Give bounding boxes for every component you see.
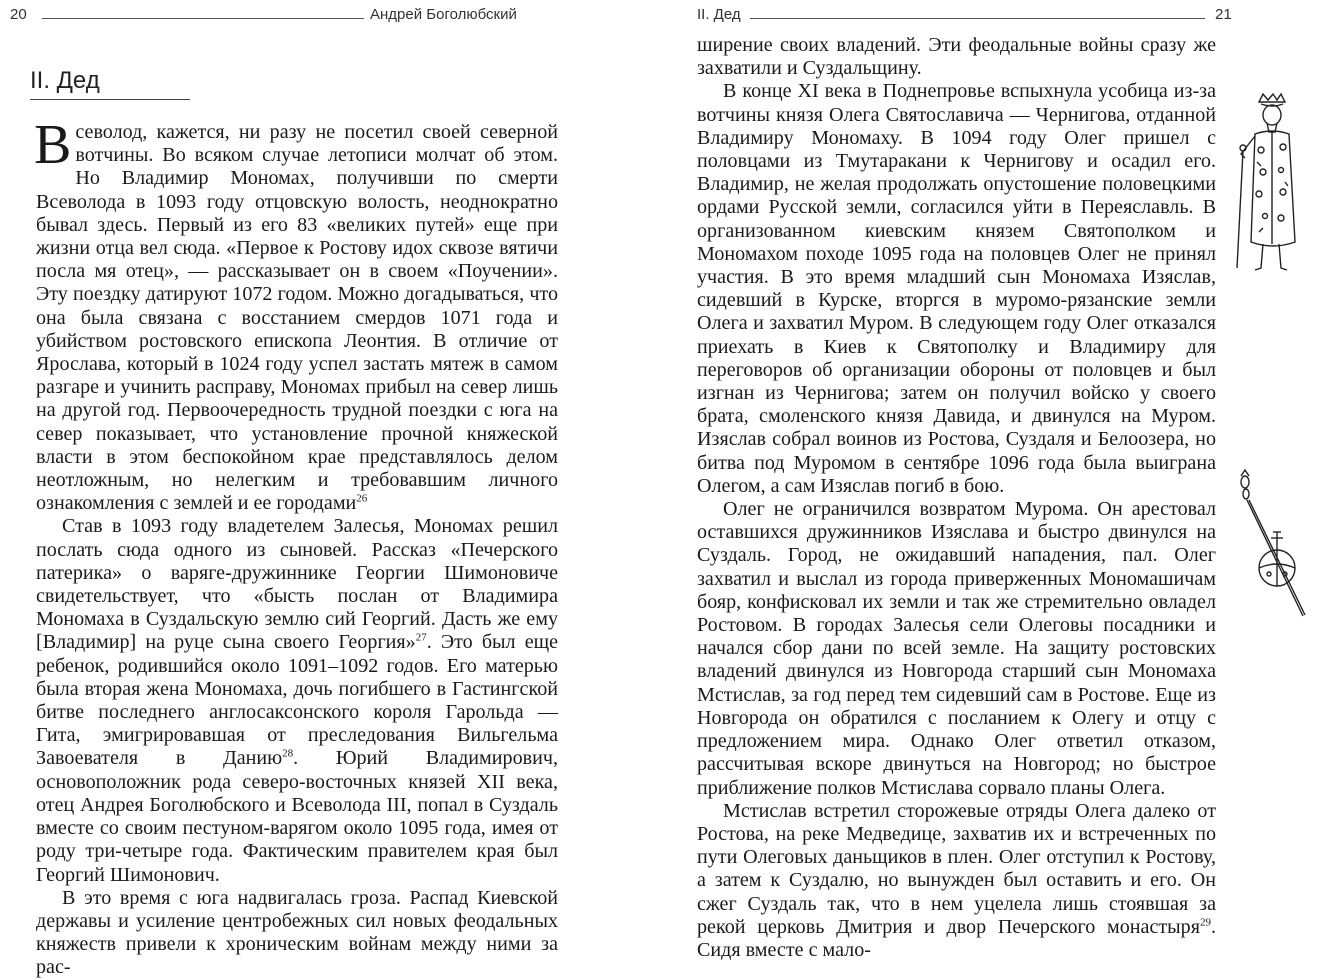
running-head-rule-right [750, 18, 1205, 19]
chapter-title: II. Дед [30, 67, 100, 94]
paragraph-text: севолод, кажется, ни разу не посетил своей северной вотчины. Во всяком случае летописи молчат об этом. Но Владимир Мономах, получивши по смерти Всеволода в 1093 году отцовскую волость, неоднократно бывал здесь. Первый из его 83 «великих путей» еще при жизни отца вел сюда. «Первое к Ростову идох сквозе вятичи посла мя отец», — рассказывает он в своем «Поучении». Эту поездку датируют 1072 годом. Можно догадываться, что она была связана с восстанием смердов 1071 года и убийством ростовского епископа Леонтия. В отличие от Ярослава, который в 1024 году успел застать мятеж в самом разгаре и учинить расправу, Мономах прибыл на север лишь на другой год. Первоочередность трудной поездки с юга на север показывает, что установление прочной княжеской власти в этом беспокойном крае представлялось делом неотложным, но нелегким и требовавшим личного ознакомления с землей и ее городами [36, 121, 558, 515]
paragraph-text: В это время с юга надвигалась гроза. Распад Киевской державы и усиление центробежных сил новых феодальных княжеств привели к хроническим войнам между ними за рас- [36, 886, 558, 979]
footnote-ref: 28 [282, 747, 294, 760]
paragraph [697, 34, 1216, 80]
paragraph-text: Став в 1093 году владетелем Залесья, Мономах решил послать сюда одного из сыновей. Рассказ «Печерского патерика» о варяге-дружиннике Георгии Шимоновиче свидетельствует, что «бысть послан от Владимира Мономаха в Суздальскую землю сий Георгий. Дасть же ему [Владимир] на руце сына своего Георгия» [36, 515, 558, 654]
running-head-left: Андрей Боголюбский [370, 6, 517, 23]
paragraph [697, 80, 1216, 498]
drop-cap: В [34, 114, 72, 176]
paragraph [34, 114, 558, 515]
left-page [0, 0, 665, 979]
running-head-right: II. Дед [697, 6, 741, 23]
paragraph-text: Юрий Владимирович, основоположник рода северо-восточных князей XII века, отец Андрея Боголюбского и Всеволода III, попал в Суздаль вместе со своим пестуном-варягом около 1095 года, имея от роду три-четыре года. Фактическим правителем края был Георгий Шимонович. [36, 747, 558, 886]
page-number-left: 20 [10, 6, 27, 23]
paragraph-text: Сидя вместе с мало- [697, 938, 871, 961]
right-page-body [697, 34, 1216, 962]
footnote-ref: 29 [1199, 916, 1211, 929]
paragraph-text: В конце XI века в Поднепровье вспыхнула усобица из-за вотчины князя Олега Святославича — Чернигова, отданной Владимиру Мономаху. В 1094 году Олег пришел с половцами из Тмутаракани к Чернигову и осадил его. Владимир, не желая продолжать опустошение половецкими ордами Русской земли, согласился уйти в Переяславль. В организованном киевским князем Святополком и Мономахом походе 1095 года на половцев Олег не принял участия. В это время младший сын Мономаха Изяслав, сидевший в Курске, вторгся в муромо-рязанские земли Олега и захватил Муром. В следующем году Олег отказался приехать в Киев к Святополку и Владимиру для переговоров об организации обороны от половцев и был изгнан из Чернигова; затем он получил войско у своего брата, смоленского князя Давида, и двинулся на Муром. Изяслав собрал воинов из Ростова, Суздаля и Белоозера, но битва под Муромом в сентябре 1096 года была выиграна Олегом, а сам Изяслав погиб в бою. [697, 80, 1216, 497]
footnote-ref: 27 [415, 631, 427, 644]
paragraph-text: Олег не ограничился возвратом Мурома. Он арестовал оставшихся дружинников Изяслава и быстро двинулся на Суздаль. Город, не ожидавший нападения, пал. Олег захватил и выслал из города приверженных Мономашичам бояр, конфисковал их земли и так же стремительно овладел Ростовом. В городах Залесья сели Олеговы посадники и начался сбор дани по всей земле. На защиту ростовских владений двинулся из Новгорода старший сын Мономаха Мстислав, за год перед тем сидевший сам в Ростове. Еще из Новгорода он обратился с посланием к Олегу и отцу с предложением мира. Однако Олег ответил отказом, рассчитывая вскоре двинуться на Новгород; но быстрое приближение полков Мстислава сорвало планы Олега. [697, 498, 1216, 799]
scepter-orb-drawing [1233, 470, 1313, 620]
paragraph: Став в 1093 году владетелем Залесья, Мономах решил послать сюда одного из сыновей. Рассказ «Печерского патерика» о варяге-дружиннике Георгии Шимоновиче свидетельствует, что «бысть послан от Владимира Мономаха в Суздальскую землю сий Георгий. Дасть же ему [Владимир] на руце сына своего Георгия»$^{27}$. Это был еще ребенок, родившийся около 1091–1092 годов. Его матерью была вторая жена Мономаха, дочь погибшего в Гастингской битве последнего англосаксонского короля Гарольда — Гита, эмигрировавшая от преследования Вильгельма Завоевателя в Данию$^{28}$. Юрий Владимирович, основоположник рода северо-восточных князей XII века, отец Андрея Боголюбского и Всеволода III, попал в Суздаль вместе со своим пестуном-варягом около 1095 года, имея от роду три-четыре года. Фактическим правителем края был Георгий Шимонович. [36, 515, 558, 886]
paragraph-text: ширение своих владений. Эти феодальные войны сразу же захватили и Суздальщину. [697, 34, 1216, 80]
right-page [665, 0, 1331, 961]
prince-figure-drawing [1233, 92, 1323, 276]
paragraph-text: Мстислав встретил сторожевые отряды Олега далеко от Ростова, на реке Медведице, захватив их и встреченных по пути Олеговых даньщиков в плен. Олег отступил к Ростову, а затем к Суздалю, но вынужден был оставить и его. Он сжег Суздаль так, что в нем уцелела лишь стоявшая за рекой церковь Дмитрия и двор Печерского монастыря [697, 799, 1216, 938]
paragraph [697, 498, 1216, 800]
chapter-title-rule [30, 99, 190, 100]
footnote-ref: 26 [356, 492, 368, 505]
paragraph [36, 887, 558, 980]
left-page-body [34, 114, 558, 980]
paragraph: Мстислав встретил сторожевые отряды Олега далеко от Ростова, на реке Медведице, захватив их и встреченных по пути Олеговых даньщиков в плен. Олег отступил к Ростову, а затем к Суздалю, но вынужден был оставить и его. Он сжег Суздаль так, что в нем уцелела лишь стоявшая за рекой церковь Дмитрия и двор Печерского монастыря$^{29}$. Сидя вместе с мало- [697, 799, 1216, 961]
page-number-right: 21 [1215, 6, 1232, 23]
paragraph-text: Это был еще ребенок, родившийся около 1091–1092 годов. Его матерью была вторая жена Мономаха, дочь погибшего в Гастингской битве последнего англосаксонского короля Гарольда — Гита, эмигрировавшая от преследования Вильгельма Завоевателя в Данию [36, 631, 558, 770]
running-head-rule-left [42, 18, 364, 19]
